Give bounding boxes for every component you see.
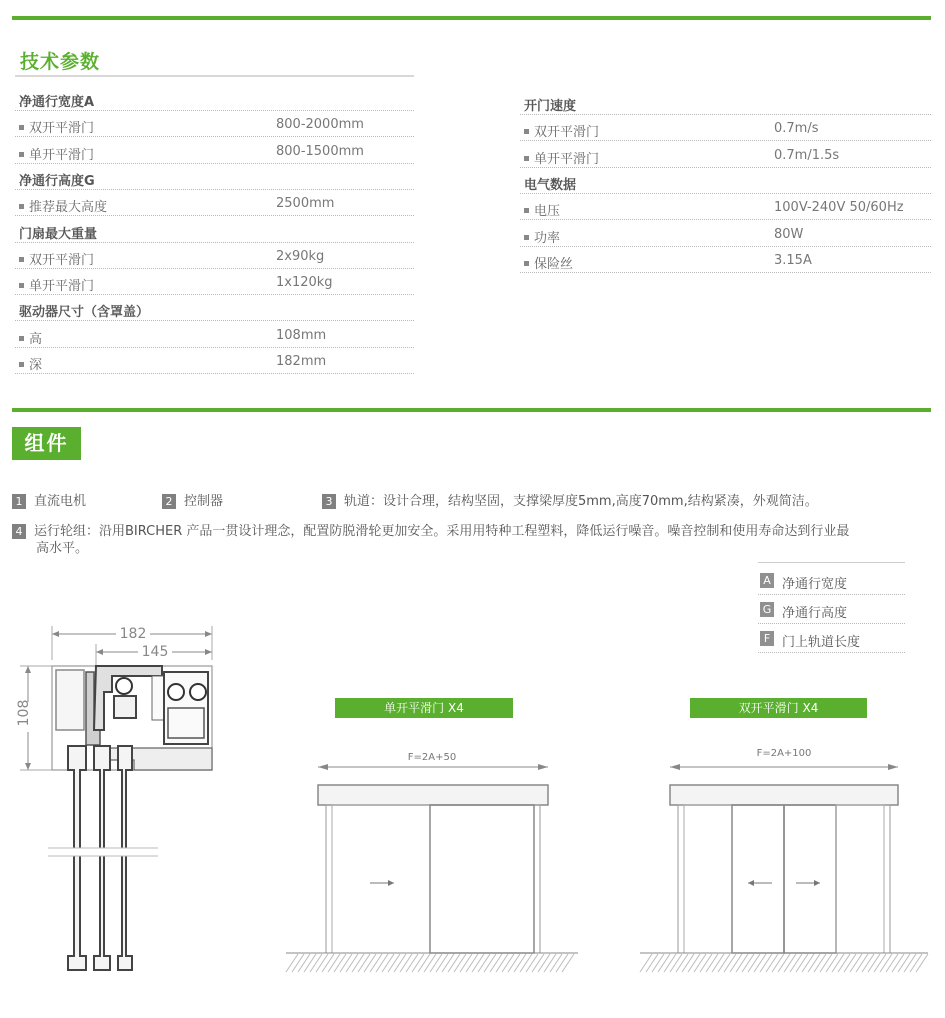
spec-label-text: 电气数据 xyxy=(524,177,577,193)
legend-top-rule xyxy=(758,562,905,563)
component-item-3 xyxy=(322,490,818,509)
spec-group-title xyxy=(19,301,149,320)
spec-row xyxy=(520,221,931,247)
double-door-label: 双开平滑门 X4 xyxy=(690,698,867,718)
top-accent-bar xyxy=(12,16,931,20)
legend-row-a xyxy=(758,569,905,595)
bullet-icon xyxy=(19,257,24,262)
spec-row xyxy=(520,115,931,141)
spec-label xyxy=(524,227,560,246)
legend-row-g xyxy=(758,598,905,624)
component-number: 4 xyxy=(12,524,26,539)
spec-value: 182mm xyxy=(276,354,327,369)
spec-label xyxy=(19,354,42,373)
spec-label xyxy=(524,148,599,167)
spec-title: 技术参数 xyxy=(20,51,101,73)
dimension-height: 108 xyxy=(16,699,32,727)
spec-label xyxy=(19,196,107,215)
legend-text: 净通行高度 xyxy=(782,606,848,621)
bullet-icon xyxy=(19,204,24,209)
spec-label-text: 净通行宽度A xyxy=(19,95,95,110)
spec-label xyxy=(524,253,573,272)
spec-value: 0.7m/s xyxy=(774,121,819,137)
spec-row xyxy=(520,142,931,168)
component-item-2 xyxy=(162,490,223,509)
bullet-icon xyxy=(524,235,529,240)
spec-value: 800-1500mm xyxy=(276,143,364,159)
component-text: 运行轮组：沿用BIRCHER 产品一贯设计理念，配置防脱滑轮更加安全。采用用特种工程塑料，降低运行噪音。噪音控制和使用寿命达到行业最 xyxy=(34,524,850,539)
spec-row xyxy=(520,194,931,220)
component-item-4 xyxy=(12,520,849,539)
legend-text: 门上轨道长度 xyxy=(782,635,861,650)
spec-label xyxy=(524,200,560,219)
spec-value: 0.7m/1.5s xyxy=(774,147,840,163)
spec-group-title xyxy=(524,95,576,114)
double-door-formula: F=2A+100 xyxy=(756,748,812,759)
bullet-icon xyxy=(524,156,529,161)
legend-key: G xyxy=(760,602,774,617)
spec-group-header xyxy=(15,164,414,190)
spec-label xyxy=(19,144,94,163)
spec-label-text: 开门速度 xyxy=(524,99,577,114)
spec-value: 2x90kg xyxy=(276,248,325,264)
components-title: 组件 xyxy=(12,427,81,460)
middle-accent-bar xyxy=(12,408,931,412)
legend-key: F xyxy=(760,631,774,646)
single-door-formula: F=2A+50 xyxy=(407,752,457,763)
spec-value: 80W xyxy=(774,226,804,242)
spec-label-text: 净通行高度G xyxy=(19,173,95,189)
bullet-icon xyxy=(524,261,529,266)
spec-title-rule xyxy=(15,75,414,77)
spec-value: 2500mm xyxy=(276,196,335,212)
spec-label-text: 电压 xyxy=(534,204,561,220)
spec-group-header xyxy=(15,217,414,243)
single-door-label: 单开平滑门 X4 xyxy=(335,698,513,718)
component-number: 1 xyxy=(12,494,26,509)
spec-label-text: 功率 xyxy=(534,230,561,246)
bullet-icon xyxy=(19,283,24,288)
component-item-4-continued xyxy=(36,537,88,556)
bullet-icon xyxy=(19,152,24,157)
component-number: 2 xyxy=(162,494,176,509)
bullet-icon xyxy=(19,362,24,367)
spec-value: 800-2000mm xyxy=(276,117,364,133)
spec-value: 100V-240V 50/60Hz xyxy=(774,200,904,216)
component-text: 轨道：设计合理，结构坚固，支撑梁厚度5mm,高度70mm,结构紧凑，外观简洁。 xyxy=(344,494,818,509)
component-number: 3 xyxy=(322,494,336,509)
bullet-icon xyxy=(19,125,24,130)
double-door-floor-hatch xyxy=(640,954,928,972)
spec-label-text: 双开平滑门 xyxy=(29,121,95,137)
legend-row-f xyxy=(758,627,905,653)
bullet-icon xyxy=(19,336,24,341)
spec-group-header xyxy=(15,85,414,111)
spec-label-text: 驱动器尺寸（含罩盖） xyxy=(19,305,150,321)
single-sliding-door-diagram xyxy=(282,740,582,978)
spec-label-text: 双开平滑门 xyxy=(534,125,600,141)
spec-label-text: 门扇最大重量 xyxy=(19,226,98,242)
profile-cross-section-drawing xyxy=(14,620,224,980)
spec-label-text: 单开平滑门 xyxy=(534,151,600,167)
spec-group-title xyxy=(19,223,97,242)
double-sliding-door-diagram xyxy=(636,740,932,978)
single-door-floor-hatch xyxy=(286,954,574,972)
spec-row xyxy=(520,247,931,273)
spec-row xyxy=(15,348,414,374)
spec-row xyxy=(15,111,414,137)
spec-label xyxy=(524,121,599,140)
spec-label xyxy=(19,328,42,347)
spec-label xyxy=(19,117,94,136)
legend-text: 净通行宽度 xyxy=(782,577,848,592)
spec-group-header xyxy=(520,168,931,194)
spec-group-title xyxy=(524,174,576,193)
spec-label-text: 推荐最大高度 xyxy=(29,200,108,216)
component-text: 直流电机 xyxy=(34,494,87,509)
spec-label xyxy=(19,249,94,268)
spec-label-text: 双开平滑门 xyxy=(29,252,95,268)
spec-row xyxy=(15,190,414,216)
spec-label-text: 保险丝 xyxy=(534,256,574,272)
spec-label-text: 深 xyxy=(29,358,43,373)
spec-row xyxy=(15,269,414,295)
spec-group-title xyxy=(19,170,95,189)
component-text-continued: 高水平。 xyxy=(36,541,89,556)
bullet-icon xyxy=(524,129,529,134)
spec-group-header xyxy=(15,295,414,321)
component-text: 控制器 xyxy=(184,494,224,509)
spec-group-title xyxy=(19,91,94,110)
spec-row xyxy=(15,138,414,164)
spec-group-header xyxy=(520,89,931,115)
dimension-width-inner: 145 xyxy=(141,644,169,660)
spec-row xyxy=(15,243,414,269)
spec-label xyxy=(19,275,94,294)
spec-label-text: 单开平滑门 xyxy=(29,279,95,295)
spec-label-text: 高 xyxy=(29,331,43,347)
legend-key: A xyxy=(760,573,774,588)
bullet-icon xyxy=(524,208,529,213)
component-item-1 xyxy=(12,490,86,509)
spec-value: 1x120kg xyxy=(276,275,333,291)
spec-value: 3.15A xyxy=(774,252,812,268)
spec-value: 108mm xyxy=(276,327,327,343)
spec-label-text: 单开平滑门 xyxy=(29,147,95,163)
spec-row xyxy=(15,322,414,348)
dimension-width-outer: 182 xyxy=(119,626,147,642)
